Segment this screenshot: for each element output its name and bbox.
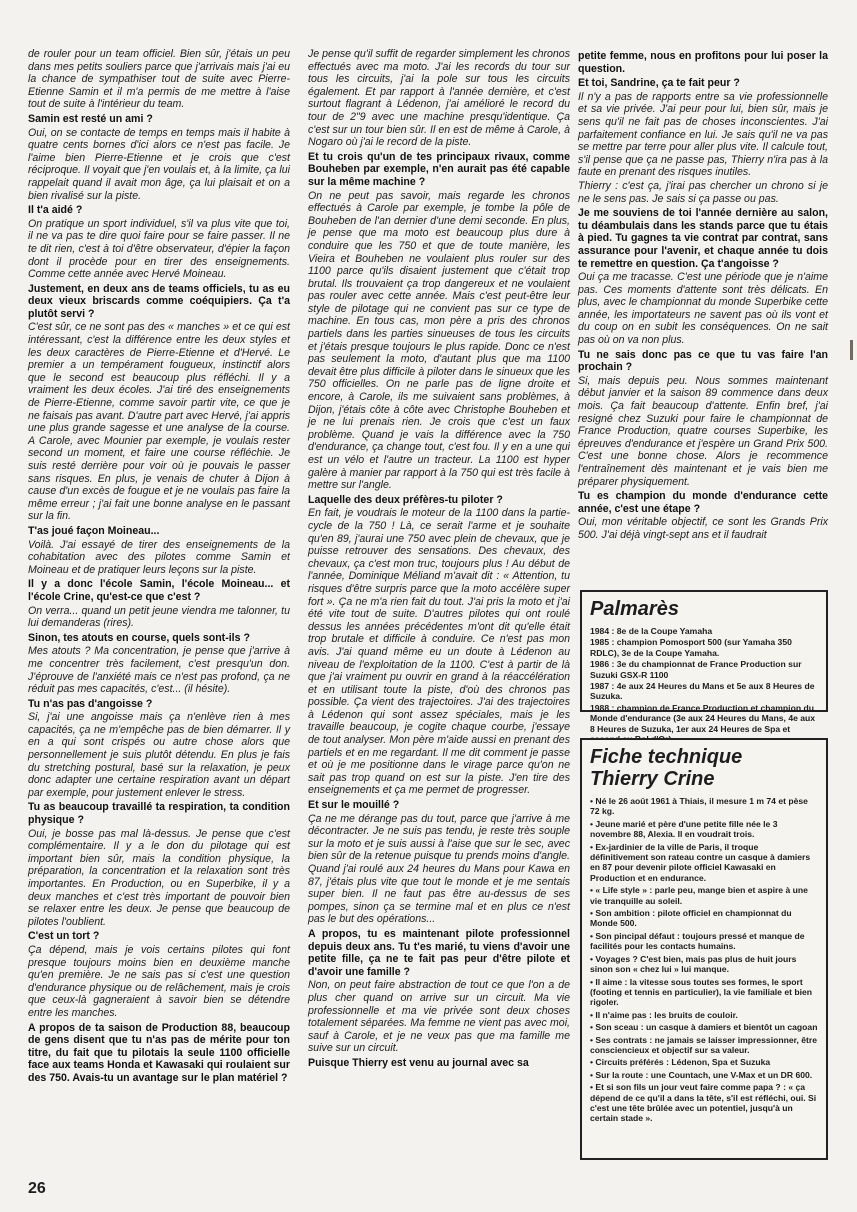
fiche-title-line1: Fiche technique — [590, 746, 743, 768]
interview-question: Tu as beaucoup travaillé ta respiration, ta condition physique ? — [28, 801, 290, 827]
palmares-item: 1988 : champion de France Production et champion du Monde d'endurance (3e aux 24 Heures du Mans, 4e aux 8 Heures de Suzuka, 1er aux 24 Heures de Spa et — [590, 702, 816, 734]
interview-question: Justement, en deux ans de teams officiels, tu as eu deux vieux briscards comme coéquipiers. Ça t'a plutôt servi ? — [28, 282, 290, 320]
interview-question: C'est un tort ? — [28, 930, 100, 943]
interview-answer: On ne peut pas savoir, mais regarde les chronos effectués à Carole par exemple, je tombe la pôle de Bouheben de l'an dernier d'une demi seconde. En plus, je pense que ma moto est beaucoup plus dure à conduire que les 750 et que de toute manière, les Vieira et Bouheben ne voulaient plus rouler sur des 1100 parce qu'ils disaient justement que c'était trop brutal. Ils trouvaient ça trop dangereux et ne voulaient pas rouler avec cette année. Mais c'est peut-être leur style de pilotage qui ne convient pas sur ce type de machine. En tous cas, mon père a pris des chronos partiels dans les parties sinueuses de tous les circuits et j'étais presque toujours le plus rapide. Donc ce n'est pas seulement la moto, d'autant plus que ma 1100 devait être plus difficile à piloter dans le sinueux que les 750 officielles. On ne parle pas de ligne droite et encore, à Carole, ils me suivaient sans problèmes, à Dijon, j'étais côte à côte avec Christophe Bouheben et je ne lui prenais rien. Je crois que c'est un faux problème. Quand je vais la différence avec la 750 d'endurance, ça change tout, c'est fou. Il y en a une qui est un vélo et l'autre un tracteur. La 1100 est hyper galère à manier par rapport à la 750 qui est très facile à mettre sur l'angle. — [308, 189, 570, 492]
fiche-item: • Son pincipal défaut : toujours pressé et manque de facilités pour les contacts humains. — [590, 930, 805, 952]
interview-question: petite femme, nous en profitons pour lui poser la question. — [578, 50, 828, 75]
interview-question: Laquelle des deux préfères-tu piloter ? — [308, 493, 503, 506]
fiche-item: • Son sceau : un casque à damiers et bientôt un cagoan — [590, 1022, 818, 1033]
fiche-item: • Ses contrats : ne jamais se laisser impressionner, être consciencieux et objectif sur sa valeur. — [590, 1034, 818, 1055]
fiche-item: • Sur la route : une Countach, une V-Max et un DR 600. — [590, 1069, 813, 1080]
interview-answer: Oui, je bosse pas mal là-dessus. Je pense que c'est complémentaire. Il y a le don du pilotage qui est important bien sûr, mais la condition physique, la préparation, la concentration et la relaxation sont très importantes. En Production, ou en Superbike, il y a deux manches et c'est très important de pouvoir bien se relaxer entre les deux. Je pense que beaucoup de pilotes l'oublient. — [28, 827, 290, 928]
interview-answer: Oui, on se contacte de temps en temps mais il habite à quatre cents bornes d'ici alors ce n'est pas facile. Je l'aime bien Pierre-Etienne et je crois que c'est réciproque. Il voyait que j'en voulais et, à la limite, ça lui rappelait quand il avait mon âge, ça lui plaisait et on a bien rivalisé sur la piste. — [28, 126, 290, 202]
column-1 — [28, 48, 290, 1086]
palmares-title: Palmarès — [590, 598, 679, 620]
fiche-item: • Et si son fils un jour veut faire comme papa ? : « ça dépend de ce qu'il a dans la tête, s'il est réfléchi, oui. Si c'est une tête brûlée avec un potentiel, jusqu'à un certain stade ». — [590, 1082, 817, 1124]
interview-question: Il t'a aidé ? — [28, 204, 83, 217]
interview-question: Il y a donc l'école Samin, l'école Moineau... et l'école Crine, qu'est-ce que c'est ? — [28, 578, 290, 603]
fiche-technique-box — [580, 738, 828, 1160]
interview-answer: On pratique un sport individuel, s'il va plus vite que toi, il ne va pas te dire quoi faire pour se faire passer. Il ne te dit rien, c'est à toi d'être observateur, d'épier la façon dont il procède pour en tirer des enseignements. Comme cette année avec Hervé Moineau. — [28, 217, 290, 281]
interview-answer: Mes atouts ? Ma concentration, je pense que j'arrive à me concentrer très facilement, c'est presqu'un don. J'éprouve de l'anxiété mais ce n'est pas profond, ça ne réduit pas mes capacités, c'est... (il hésite). — [28, 645, 290, 696]
interview-answer: Si, mais depuis peu. Nous sommes maintenant début janvier et la saison 89 commence dans deux mois. Ça fait beaucoup d'attente. Enfin bref, j'ai resigné chez Suzuki pour faire le championnat de France Production, quatre courses Superbike, les épreuves d'endurance et j'espère un Grand Prix 500. C'est une bonne chose. Alors je recommence l'entraînement dès maintenant et je vais bien me préparer physiquement. — [578, 374, 828, 488]
interview-answer: Oui ça me tracasse. C'est une période que je n'aime pas. Ces moments d'attente sont très délicats. En plus, avec le championnat du monde Superbike cette année, les importateurs ne savent pas où ils vont et du coup on en subit les conséquences. On ne sait pas où on va non plus. — [578, 271, 828, 347]
interview-question: Tu ne sais donc pas ce que tu vas faire l'an prochain ? — [578, 348, 828, 374]
interview-answer: Voilà. J'ai essayé de tirer des enseignements de la cohabitation avec des pilotes comme Samin et Moineau et de pratiquer leurs leçons sur la piste. — [28, 538, 290, 576]
interview-question: Tu es champion du monde d'endurance cette année, c'est une étape ? — [578, 490, 828, 515]
interview-answer: En fait, je voudrais le moteur de la 1100 dans la partie-cycle de la 750 ! Là, ce serait l'arme et je souhaite qu'en 89, j'aurai une 750 avec plein de chevaux, que je puisse retrouver des sensations. Des chevaux, des chevaux, ça c'est mon truc, toujours plus ! Au début de l'année, Dominique Méliand m'avait dit : « Attention, tu risques d'être surpris parce que la moto accélère super fort ». Ça ne m'a rien fait du tout. J'ai pris la moto et j'ai été vite tout de suite. D'autres pilotes qui ont roulé dessus les années précédentes m'ont dit qu'elle était trop brutale et difficile à conduire. Ce n'est pas mon avis. J'ai quand même eu un doute à Lédenon au niveau de l'exploitation de la 1100. C'est à partir de là que j'ai vraiment pu ouvrir en grand à la réaccélération et en utilisant toute la piste, d'où des chronos pas possible. Ça vient des trajectoires. J'ai des trajectoires à Lédenon qui sont assez spéciales, mais je les travaille beaucoup, je cogite chaque courbe, j'essaye de tout analyser. Mon père m'aide aussi en prenant des partiels et en me regardant. Il me dit comment je passe et où je me positionne dans le virage parce qu'on ne sait pas trop quand on est sur la piste. J'en tire des enseignements et ça me permet de progresser. — [308, 507, 570, 797]
interview-answer: Il n'y a pas de rapports entre sa vie professionnelle et sa vie privée. J'ai peur pour lui, bien sûr, mais je sens qu'il ne fait pas de choses inconscientes. J'ai parfaitement confiance en lui. Je sais qu'il ne va pas se mettre par terre pour aller plus vite. Il calcule tout, s'il pense que ça ne passe pas, Thierry n'ira pas à la faute en prenant des risques inutiles. — [578, 90, 828, 179]
interview-question: A propos, tu es maintenant pilote professionnel depuis deux ans. Tu t'es marié, tu viens d'avoir une petite fille, ça ne te fait pas peur d'être pilote et d'avoir une famille ? — [308, 927, 570, 978]
interview-answer: Ça ne me dérange pas du tout, parce que j'arrive à me décontracter. Je ne suis pas tendu, je reste très souple sur la moto et je suis aussi à l'aise que sur le sec, avec bien sûr de la retenue puisque tu prends moins d'angle. Quand j'ai roulé aux 24 heures du Mans pour Kawa en 87, j'étais plus vite que tout le monde et je me sentais super bien. Il ne faut pas être au-dessus de ses pompes, sinon ça se termine mal et en plus ce n'est pas le but des opérations... — [308, 812, 570, 926]
page-number: 26 — [28, 1180, 46, 1197]
column-3 — [578, 48, 828, 543]
interview-answer: C'est sûr, ce ne sont pas des « manches » et ce qui est intéressant, c'est la différence entre les deux styles et les deux caractères de Pierre-Etienne et d'Hervé. Le premier a un tempérament fougueux, instinctif alors que le second est beaucoup plus réfléchi. Il y a vraiment les deux écoles. J'ai tiré des enseignements de Pierre-Etienne, comme savoir partir vite, ce que je ne faisais pas avant. D'autre part avec Hervé, j'ai appris une plus grande sagesse et une analyse de la course. A Carole, avec Mounier par exemple, je voulais rester second un moment, et faire une course réfléchie. Je suis resté derrière pour voir où je pouvais le passer sans risques. En plus, je venais de chuter à Dijon à cause d'un excès de fougue et je ne voulais pas faire la même erreur ; j'ai fait une bonne analyse en le passant sur la fin. — [28, 321, 290, 523]
interview-answer: de rouler pour un team officiel. Bien sûr, j'étais un peu dans mes petits souliers parce que j'arrivais mais j'ai eu la chance de sympathiser tout de suite avec Pierre-Etienne Samin et il m'a permis de me mettre à l'aise tout de suite à l'intérieur du team. — [28, 48, 290, 111]
interview-answer: Thierry : c'est ça, j'irai pas chercher un chrono si je ne le sens pas. Je sais si ça passe ou pas. — [578, 179, 828, 205]
interview-question: A propos de ta saison de Production 88, beaucoup de gens disent que tu n'as pas de mérite pour ton titre, du fait que tu pilotais la seule 1100 officielle face aux teams Honda et Kawasaki qui roulaient sur des 750. Avais-tu un avantage sur le plan matériel ? — [28, 1021, 290, 1084]
fiche-item: • Ex-jardinier de la ville de Paris, il troque définitivement son rateau contre un casque à damiers en 87 pour devenir pilote officiel Kawasaki en Production et en endurance. — [590, 841, 811, 883]
fiche-item: • Il aime : la vitesse sous toutes ses formes, le sport (footing et tennis en particulier), la vie familiale et bien rigoler. — [590, 976, 813, 1008]
palmares-item: 1986 : 3e du championnat de France Production sur Suzuki GSX-R 1100 — [590, 659, 802, 680]
interview-question: Puisque Thierry est venu au journal avec sa — [308, 1056, 529, 1069]
interview-question: Et tu crois qu'un de tes principaux rivaux, comme Bouheben par exemple, n'en aurait pas été capable sur la même machine ? — [308, 150, 570, 188]
interview-question: Samin est resté un ami ? — [28, 112, 153, 125]
interview-answer: Si, j'ai une angoisse mais ça n'enlève rien à mes capacités, ça ne m'empêche pas de bien démarrer. Il y en a qui sont crispés ou autre chose alors que personnellement je suis plutôt détendu. En plus je fais du stretching postural, basé sur la relaxation, je peux donc adapter une certaine respiration avant un départ par exemple, pour justement enlever le stress. — [28, 711, 290, 799]
interview-answer: Je pense qu'il suffit de regarder simplement les chronos effectués avec ma moto. J'ai les records du tour sur tous les circuits, j'ai la pole sur tous les circuits également. Et par rapport à l'année dernière, et c'est surtout flagrant à Lédenon, j'ai amélioré le record du tour de 2"9 avec une machine presqu'identique. Ça c'est sur un tour bien sûr. Il en est de même à Carole, à Nogaro où j'ai le record de la piste. — [308, 48, 570, 149]
palmares-item: 1987 : 4e aux 24 Heures du Mans et 5e aux 8 Heures de Suzuka. — [590, 681, 815, 702]
palmares-list — [590, 626, 818, 744]
fiche-item: • Jeune marié et père d'une petite fille née le 3 novembre 88, Alexia. Il en voudrait trois. — [590, 818, 778, 840]
interview-answer: On verra... quand un petit jeune viendra me talonner, tu lui demanderas (rires). — [28, 604, 290, 630]
interview-answer: Ça dépend, mais je vois certains pilotes qui font presque toujours moins bien en deuxième manche qu'en première. Je ne sais pas si c'est une question d'endurance physique ou de relâchement, mais je crois que ceux-là gagneraient à savoir bien se détendre entre les manches. — [28, 943, 290, 1019]
palmares-item: 1985 : champion Pomosport 500 (sur Yamaha 350 RDLC), 3e de la Coupe Yamaha. — [590, 637, 792, 658]
fiche-item: • Son ambition : pilote officiel en championnat du Monde 500. — [590, 908, 792, 929]
interview-question: T'as joué façon Moineau... — [28, 524, 160, 537]
fiche-title-line2: Thierry Crine — [590, 768, 715, 790]
interview-answer: Oui, mon véritable objectif, ce sont les Grands Prix 500. J'ai déjà vingt-sept ans et il faudrait — [578, 516, 828, 541]
palmares-box — [580, 590, 828, 734]
fiche-list — [590, 796, 818, 1124]
interview-question: Sinon, tes atouts en course, quels sont-ils ? — [28, 631, 250, 644]
fiche-item: • Voyages ? C'est bien, mais pas plus de huit jours sinon son « chez lui » lui manque. — [590, 953, 797, 975]
interview-question: Je me souviens de toi l'année dernière au salon, tu déambulais dans les stands parce que tu étais à pied. Tu gagnes ta vie contrat par contrat, sans assurance pour l'avenir, et chaque année tu dois te remettre en question. Ça t'angoisse ? — [578, 207, 828, 270]
margin-mark — [850, 340, 853, 360]
interview-question: Tu n'as pas d'angoisse ? — [28, 697, 153, 710]
interview-answer: Non, on peut faire abstraction de tout ce que l'on a de plus cher quand on arrive sur un circuit. Ma vie professionnelle et ma vie privée sont deux choses totalement séparées. Ma femme ne vient pas avec moi, sauf à Carole, et je ne veux pas que ma famille me suive sur un circuit. — [308, 979, 570, 1055]
fiche-item: • « Life style » : parle peu, mange bien et aspire à une vie tranquille au soleil. — [590, 885, 808, 906]
fiche-item: • Circuits préférés : Lédenon, Spa et Suzuka — [590, 1057, 771, 1068]
fiche-item: • Il n'aime pas : les bruits de couloir. — [590, 1009, 738, 1020]
fiche-item: • Né le 26 août 1961 à Thiais, il mesure 1 m 74 et pèse 72 kg. — [590, 796, 808, 817]
palmares-item: 1984 : 8e de la Coupe Yamaha — [590, 626, 713, 636]
fiche-title — [590, 746, 818, 790]
column-2 — [308, 48, 570, 1071]
interview-question: Et toi, Sandrine, ça te fait peur ? — [578, 77, 740, 90]
interview-question: Et sur le mouillé ? — [308, 799, 400, 812]
